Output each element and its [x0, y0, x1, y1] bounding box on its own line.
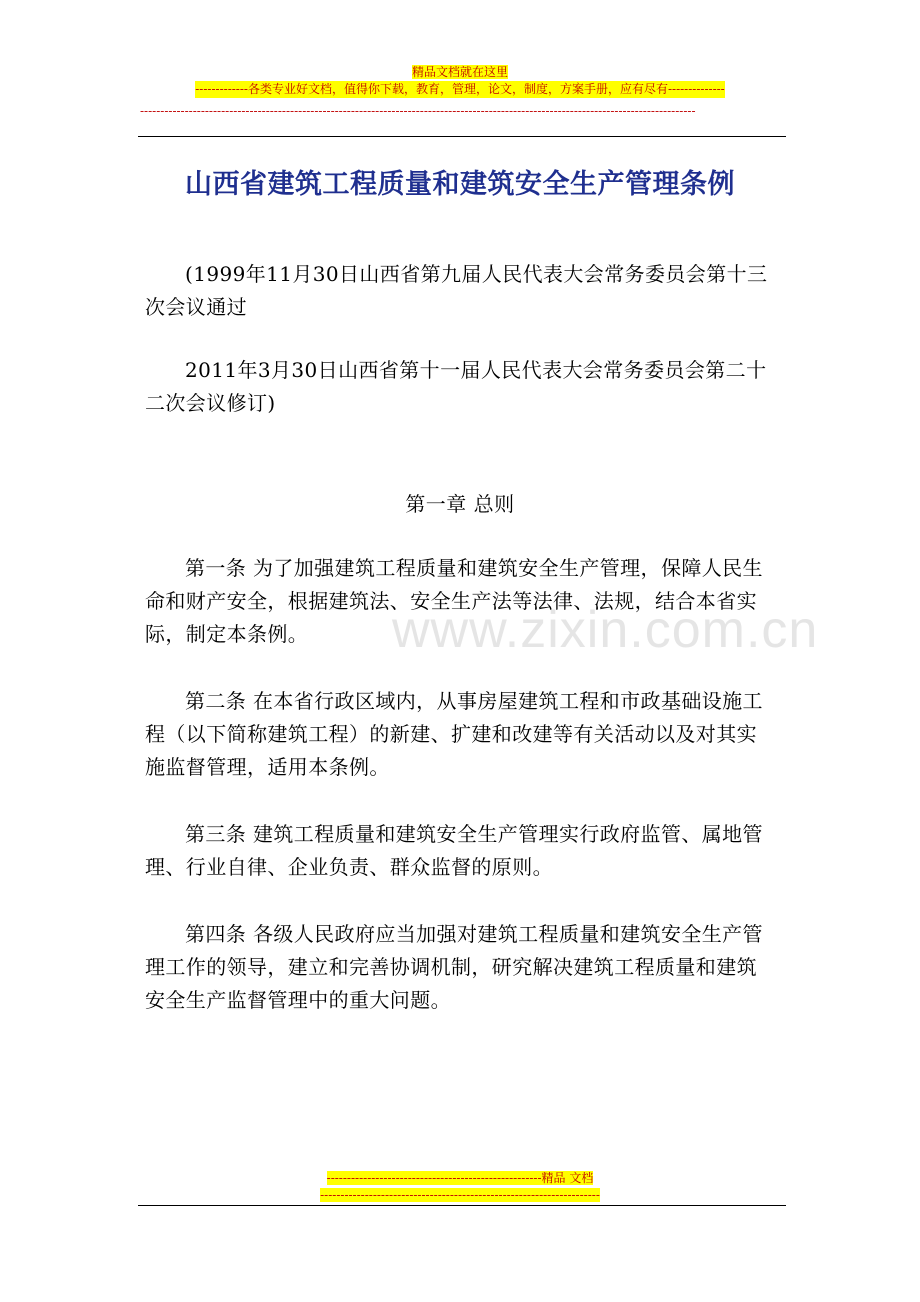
footer-line: -----------------------------------------------------精品 文档	[326, 1171, 594, 1185]
preamble-block	[145, 258, 775, 420]
footer-rule	[138, 1205, 786, 1206]
header-dash-line: -----------------------------------------------------------------------------------------------------------------------------------------	[140, 104, 696, 118]
preamble-line: 2011年3月30日山西省第十一届人民代表大会常务委员会第二十二次会议修订)	[145, 358, 767, 415]
header-promo-line: -------------各类专业好文档，值得你下载，教育，管理，论文，制度，方案手册，应有尽有--------------	[195, 82, 725, 96]
header-tagline: 精品文档就在这里	[411, 65, 508, 79]
footer-dash-line: ---------------------------------------------------------------------	[320, 1188, 600, 1202]
preamble-line: (1999年11月30日山西省第九届人民代表大会常务委员会第十三次会议通过	[145, 262, 768, 319]
document-header	[0, 64, 920, 98]
document-title: 山西省建筑工程质量和建筑安全生产管理条例	[185, 169, 735, 200]
document-footer	[0, 1170, 920, 1204]
article-paragraph: 第一条 为了加强建筑工程质量和建筑安全生产管理，保障人民生命和财产安全，根据建筑法、安全生产法等法律、法规，结合本省实际，制定本条例。	[145, 556, 763, 646]
article-block	[145, 552, 775, 1017]
header-rule	[138, 136, 786, 137]
site-watermark: www.zixin.com.cn	[392, 601, 819, 659]
article-paragraph: 第三条 建筑工程质量和建筑安全生产管理实行政府监管、属地管理、行业自律、企业负责、群众监督的原则。	[145, 822, 763, 879]
article-paragraph: 第二条 在本省行政区域内，从事房屋建筑工程和市政基础设施工程（以下简称建筑工程）的新建、扩建和改建等有关活动以及对其实施监督管理，适用本条例。	[145, 689, 763, 779]
article-paragraph: 第四条 各级人民政府应当加强对建筑工程质量和建筑安全生产管理工作的领导，建立和完善协调机制，研究解决建筑工程质量和建筑安全生产监督管理中的重大问题。	[145, 922, 763, 1012]
chapter-heading: 第一章 总则	[405, 492, 515, 516]
